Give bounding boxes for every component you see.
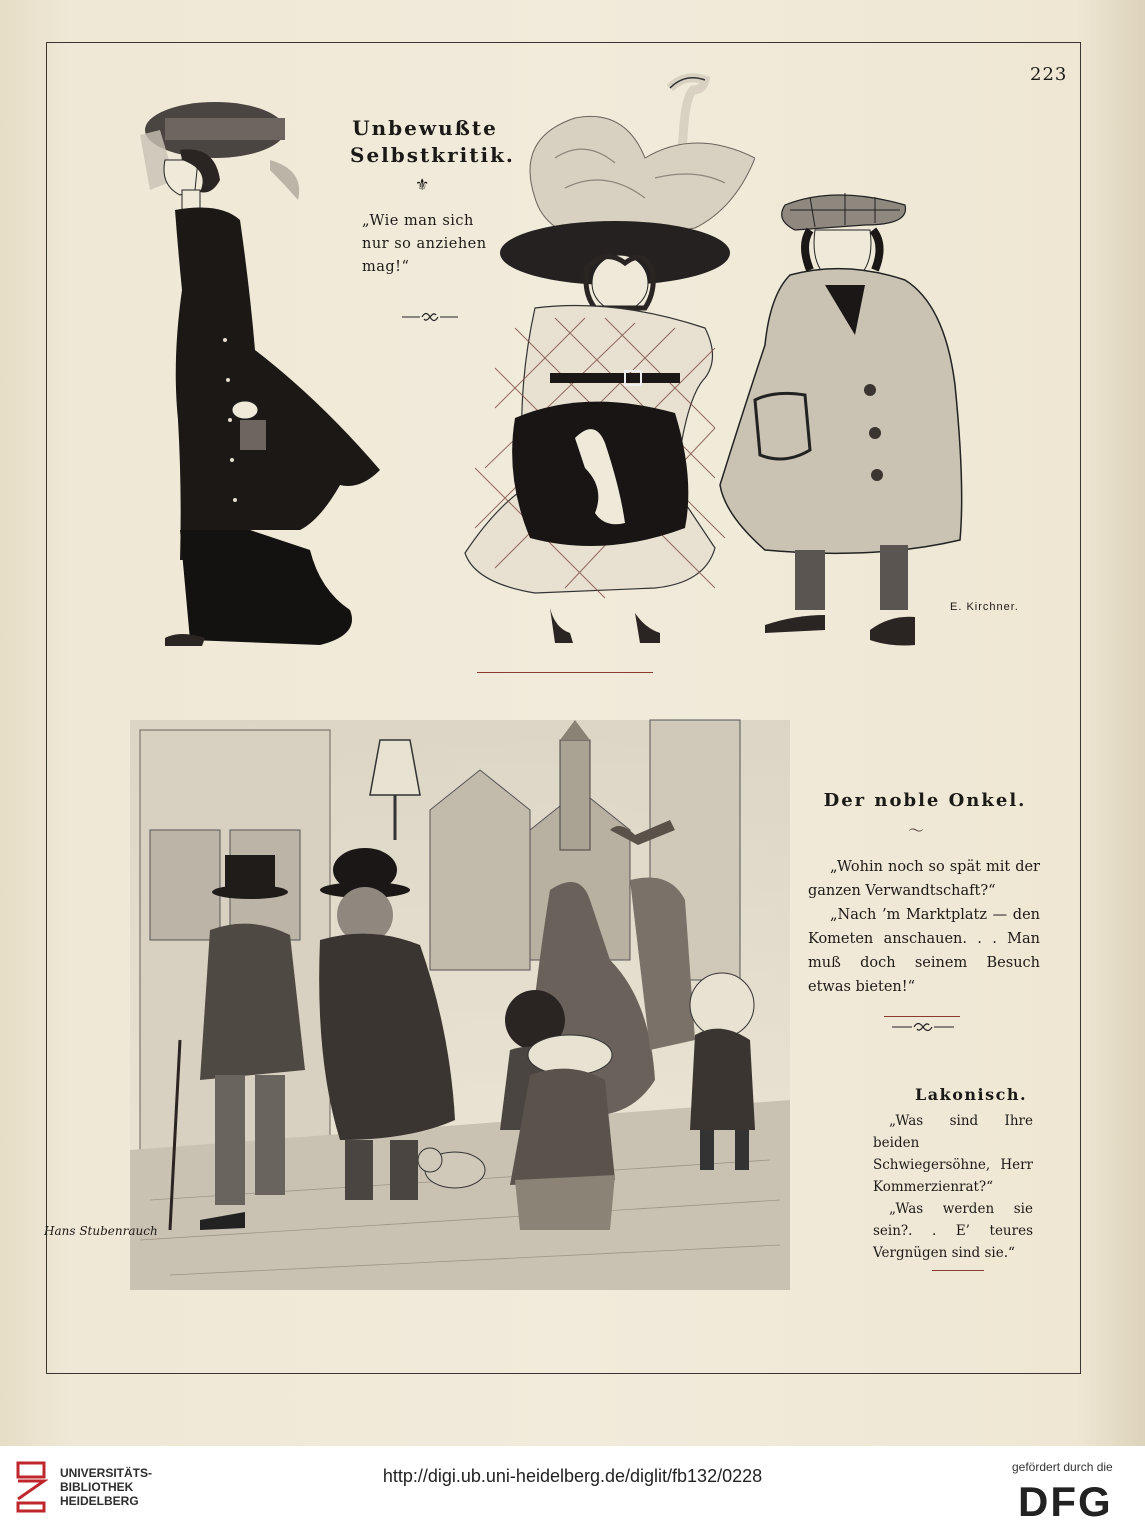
library-name-line: UNIVERSITÄTS- [60, 1466, 153, 1480]
cartoon-title-unbewusste-selbstkritik [350, 115, 515, 169]
illustration-street-scene [110, 700, 810, 1330]
library-name-line: BIBLIOTHEK [60, 1480, 134, 1494]
scroll-ornament [400, 308, 460, 326]
tilde-ornament: 〜 [908, 821, 925, 840]
section-divider [477, 672, 653, 673]
title-line: Selbstkritik. [350, 143, 515, 167]
dialogue-paragraph: „Was sind Ihre beiden Schwiegersöhne, Herr Kommerzienrat?“ [873, 1113, 1033, 1195]
cartoon-title-lakonisch: Lakonisch. [915, 1085, 1028, 1104]
dialogue-paragraph: „Nach ’m Marktplatz — den Kometen anschauen. . . Man muß doch seinem Besuch etwas bieten!“ [808, 907, 1040, 995]
dialogue-paragraph: „Was werden sie sein?. . E’ teures Vergnügen sind sie.“ [873, 1201, 1033, 1261]
artist-signature-kirchner: E. Kirchner. [950, 601, 1019, 613]
footer-bar [0, 1446, 1145, 1531]
caption-line: mag!“ [362, 259, 410, 275]
cartoon-caption [362, 210, 502, 279]
artist-signature-stubenrauch: Hans Stubenrauch [44, 1224, 158, 1238]
caption-line: nur so anziehen [362, 236, 487, 252]
joke-dialogue [873, 1110, 1033, 1264]
illustration-woman-dark-coat [120, 90, 410, 660]
section-divider [884, 1016, 960, 1017]
funding-label: gefördert durch die [1012, 1460, 1113, 1474]
dfg-logo: DFG [1018, 1478, 1113, 1525]
cartoon-dialogue [808, 855, 1040, 999]
title-line: Unbewußte [352, 116, 498, 140]
digitization-url-line [0, 1466, 1145, 1487]
caption-line: „Wie man sich [362, 213, 474, 229]
page-number: 223 [1030, 64, 1068, 85]
scroll-ornament [890, 1018, 956, 1036]
section-divider [932, 1270, 984, 1271]
fleuron-ornament: ⚜ [415, 175, 430, 194]
dialogue-paragraph: „Wohin noch so spät mit der ganzen Verwandtschaft?“ [808, 859, 1040, 899]
cartoon-title-der-noble-onkel: Der noble Onkel. [823, 790, 1027, 811]
illustration-man-light-coat [715, 185, 975, 660]
digitization-url[interactable]: http://digi.ub.uni-heidelberg.de/diglit/fb132/0228 [382, 1466, 763, 1486]
library-name-line: HEIDELBERG [60, 1494, 139, 1508]
